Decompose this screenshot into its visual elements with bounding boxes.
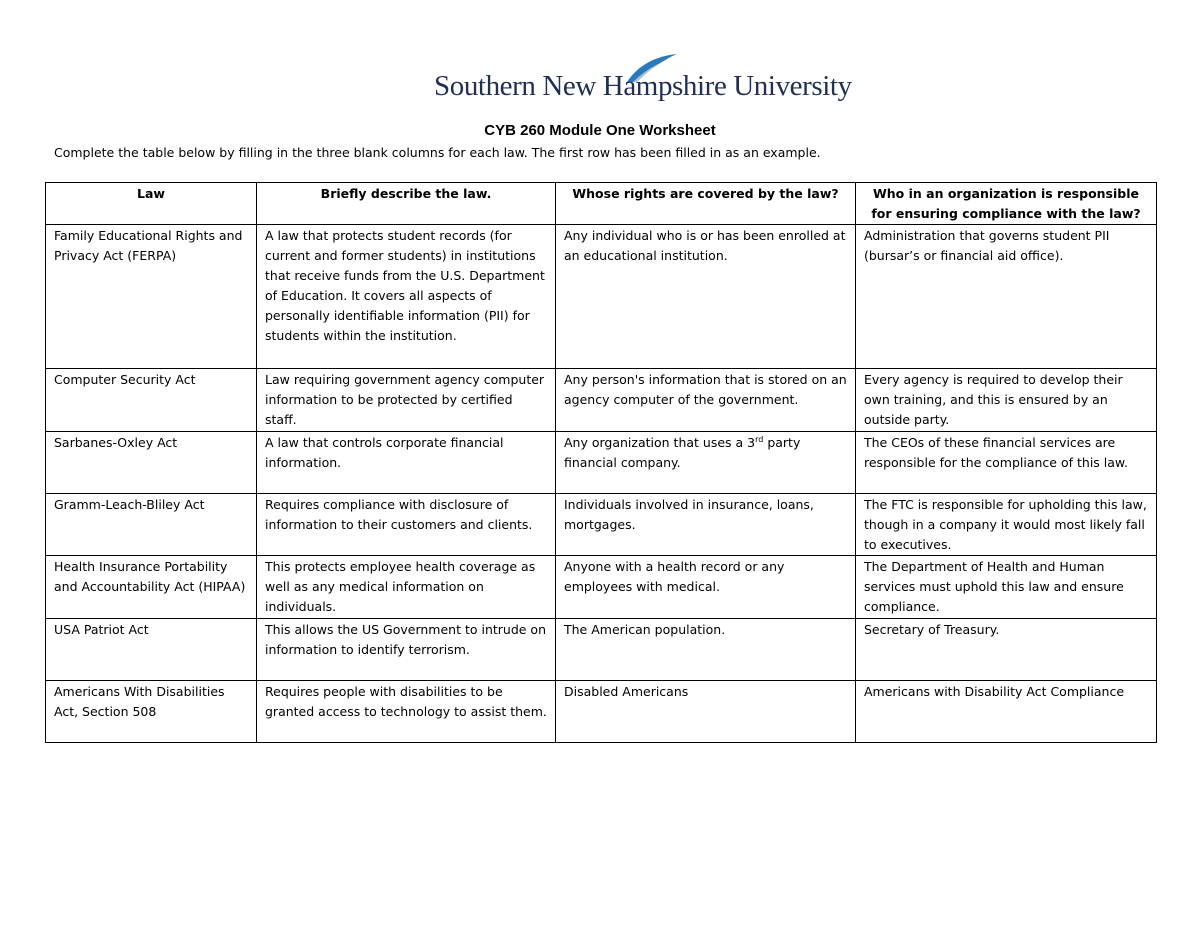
law-cell: Americans With Disabilities Act, Section 508 [46, 681, 257, 743]
table-row [46, 494, 1157, 556]
description-cell: A law that controls corporate financial information. [257, 432, 556, 494]
table-header-row [46, 183, 1157, 225]
responsible-cell: Secretary of Treasury. [856, 619, 1157, 681]
law-cell: Gramm-Leach-Bliley Act [46, 494, 257, 556]
university-logo [434, 52, 852, 108]
logo-wordmark: Southern New Hampshire University [434, 70, 852, 102]
rights-cell: Disabled Americans [556, 681, 856, 743]
table-row [46, 225, 1157, 369]
law-cell: Health Insurance Portability and Accountability Act (HIPAA) [46, 556, 257, 619]
rights-cell: Anyone with a health record or any employees with medical. [556, 556, 856, 619]
column-header-responsible: Who in an organization is responsible for ensuring compliance with the law? [856, 183, 1157, 225]
rights-text: Any organization that uses a 3 [564, 435, 756, 450]
column-header-law: Law [46, 183, 257, 225]
responsible-cell: The FTC is responsible for upholding this law, though in a company it would most likely fall to executives. [856, 494, 1157, 556]
description-cell: This protects employee health coverage as well as any medical information on individuals. [257, 556, 556, 619]
page-title: CYB 260 Module One Worksheet [484, 122, 716, 139]
responsible-cell: Every agency is required to develop their own training, and this is ensured by an outside party. [856, 369, 1157, 432]
table-row [46, 681, 1157, 743]
description-cell: This allows the US Government to intrude on information to identify terrorism. [257, 619, 556, 681]
description-cell: A law that protects student records (for current and former students) in institutions that receive funds from the U.S. Department of Education. It covers all aspects of personally identifiable information (PII) for students within the institution. [257, 225, 556, 369]
responsible-cell: Americans with Disability Act Compliance [856, 681, 1157, 743]
responsible-cell: Administration that governs student PII (bursar’s or financial aid office). [856, 225, 1157, 369]
description-cell: Requires people with disabilities to be granted access to technology to assist them. [257, 681, 556, 743]
column-header-description: Briefly describe the law. [257, 183, 556, 225]
table-row [46, 556, 1157, 619]
law-cell: Family Educational Rights and Privacy Act (FERPA) [46, 225, 257, 369]
rights-cell: Individuals involved in insurance, loans, mortgages. [556, 494, 856, 556]
rights-cell: The American population. [556, 619, 856, 681]
responsible-cell: The CEOs of these financial services are responsible for the compliance of this law. [856, 432, 1157, 494]
table-row [46, 369, 1157, 432]
law-cell: USA Patriot Act [46, 619, 257, 681]
rights-text: party financial company. [564, 435, 801, 470]
table-row [46, 432, 1157, 494]
description-cell: Law requiring government agency computer information to be protected by certified staff. [257, 369, 556, 432]
laws-table [45, 182, 1157, 743]
ordinal-suffix: rd [755, 434, 764, 444]
law-cell: Computer Security Act [46, 369, 257, 432]
rights-cell [556, 432, 856, 494]
law-cell: Sarbanes-Oxley Act [46, 432, 257, 494]
responsible-cell: The Department of Health and Human services must uphold this law and ensure compliance. [856, 556, 1157, 619]
description-cell: Requires compliance with disclosure of information to their customers and clients. [257, 494, 556, 556]
rights-cell: Any individual who is or has been enrolled at an educational institution. [556, 225, 856, 369]
table-row [46, 619, 1157, 681]
column-header-rights: Whose rights are covered by the law? [556, 183, 856, 225]
rights-cell: Any person's information that is stored on an agency computer of the government. [556, 369, 856, 432]
instructions-text: Complete the table below by filling in the three blank columns for each law. The first row has been filled in as an example. [54, 145, 821, 160]
